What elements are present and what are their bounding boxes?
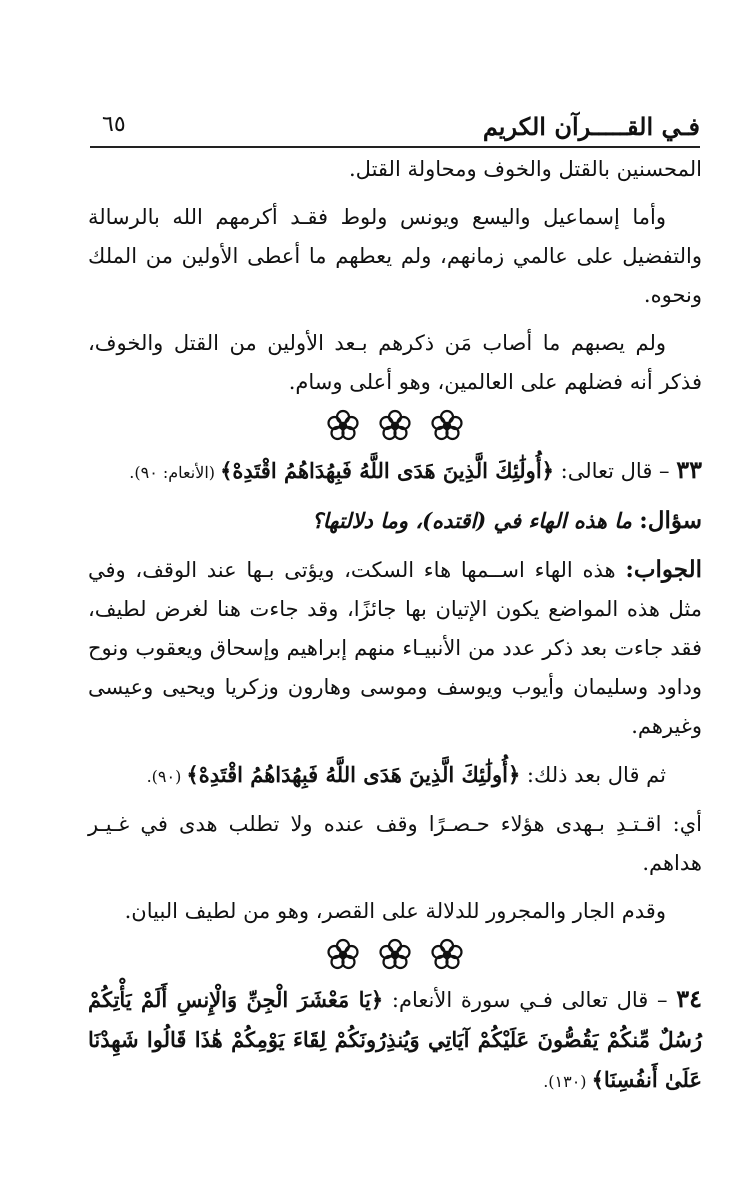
paragraph-2: وأما إسماعيل واليسع ويونس ولوط فقـد أكرمهم الله بالرسالة والتفضيل على عالمي زمانهم، ولم يعطهم ما أعطى الأولين من الملك ونحوه. bbox=[88, 205, 702, 307]
page-body bbox=[88, 150, 702, 1101]
verse-reference: (٩٠). bbox=[146, 767, 187, 786]
item-intro: – قال تعالى فـي سورة الأنعام: bbox=[383, 988, 677, 1012]
question-line bbox=[88, 501, 702, 541]
question-label: سؤال: bbox=[639, 507, 702, 534]
flower-ornament-icon bbox=[326, 409, 360, 443]
quran-quote: ﴿أُولَٰئِكَ الَّذِينَ هَدَى اللَّهُ فَبِهُدَاهُمُ اقْتَدِهْ﴾ bbox=[186, 762, 521, 787]
item-33-heading bbox=[88, 450, 702, 492]
quran-quote: ﴿يَا مَعْشَرَ الْجِنِّ وَالْإِنسِ أَلَمْ يَأْتِكُمْ رُسُلٌ مِّنكُمْ يَقُصُّونَ عَلَيْكُمْ آيَاتِي وَيُنذِرُونَكُمْ لِقَاءَ يَوْمِكُمْ هَٰذَا قَالُوا شَهِدْنَا عَلَىٰ أَنفُسِنَا﴾ bbox=[88, 987, 702, 1092]
section-divider bbox=[88, 402, 702, 450]
explanation-paragraph: أي: اقـتـدِ بـهدى هؤلاء حـصـرًا وقف عنده ولا تطلب هدى في غـيـر هداهم. bbox=[88, 812, 702, 875]
page-number: ٦٥ bbox=[102, 112, 126, 137]
flower-ornament-icon bbox=[378, 409, 412, 443]
then-intro: ثم قال بعد ذلك: bbox=[520, 763, 666, 787]
flower-ornament-icon bbox=[430, 409, 464, 443]
section-divider bbox=[88, 931, 702, 979]
flower-ornament-icon bbox=[326, 938, 360, 972]
header-rule bbox=[90, 146, 700, 148]
item-intro: – قال تعالى: bbox=[553, 459, 677, 483]
verse-reference: (الأنعام: ٩٠). bbox=[129, 463, 221, 482]
paragraph-3: ولم يصبهم ما أصاب مَن ذكرهم بـعد الأولين من القتل والخوف، فذكر أنه فضلهم على العالمين، وهو أعلى وسام. bbox=[88, 331, 702, 394]
quran-quote: ﴿أُولَٰئِكَ الَّذِينَ هَدَى اللَّهُ فَبِهُدَاهُمُ اقْتَدِهْ﴾ bbox=[220, 458, 554, 483]
closing-paragraph: وقدم الجار والمجرور للدلالة على القصر، وهو من لطيف البيان. bbox=[124, 899, 666, 923]
running-title: فـي القـــــرآن الكريم bbox=[482, 112, 700, 141]
page-header bbox=[90, 112, 700, 148]
answer-label: الجواب: bbox=[625, 556, 702, 583]
item-number: ٣٤ bbox=[676, 984, 702, 1013]
item-number: ٣٣ bbox=[676, 455, 702, 484]
answer-paragraph bbox=[88, 550, 702, 746]
item-34-paragraph bbox=[88, 979, 702, 1101]
paragraph-1: المحسنين بالقتل والخوف ومحاولة القتل. bbox=[349, 157, 702, 181]
flower-ornament-icon bbox=[430, 938, 464, 972]
question-text: ما هذه الهاء في (اقتده)، وما دلالتها؟ bbox=[311, 508, 640, 533]
verse-reference: (١٣٠). bbox=[543, 1072, 592, 1091]
then-quote-line bbox=[88, 755, 702, 796]
flower-ornament-icon bbox=[378, 938, 412, 972]
answer-text: هذه الهاء اســمها هاء السكت، ويؤتى بـها عند الوقف، وفي مثل هذه المواضع يكون الإتيان بها جائزًا، وقد جاءت هنا لغرض لطيف، فقد جاءت بعد ذكر عدد من الأنبيـاء منهم إبراهيم وإسحاق ويعقوب ونوح وداود وسليمان وأيوب ويوسف وموسى وهارون وزكريا ويحيى وعيسى وغيرهم. bbox=[88, 558, 702, 738]
